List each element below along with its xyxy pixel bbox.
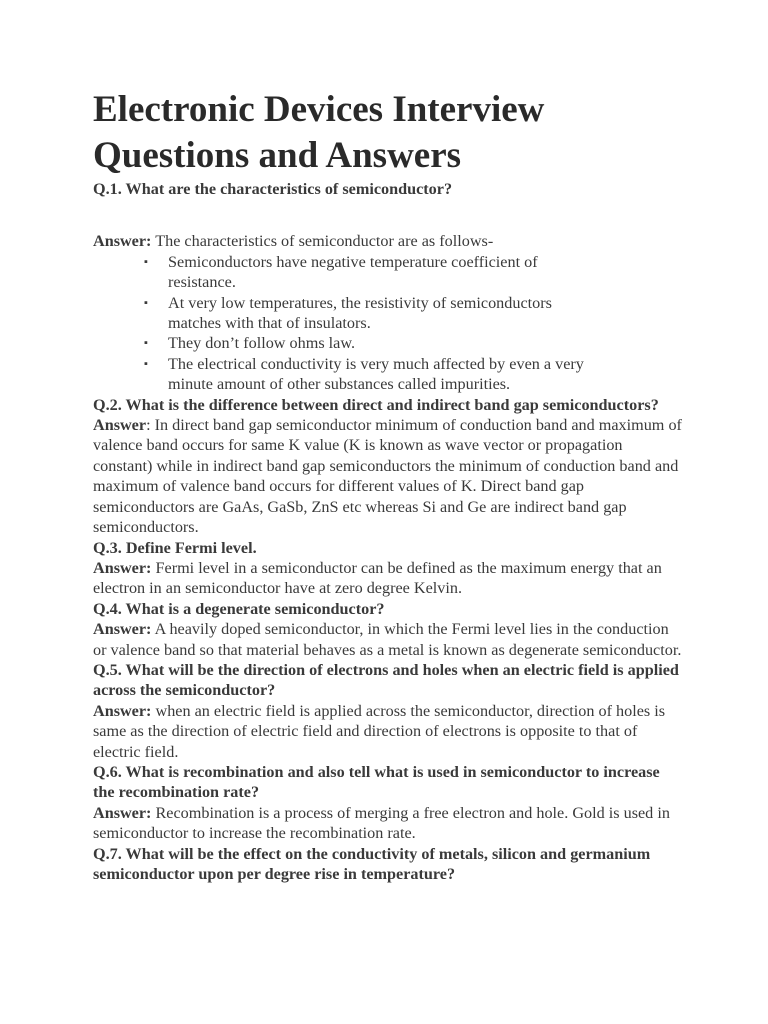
bullet-item: [144, 333, 683, 353]
answer-3: [93, 558, 683, 599]
answer-2: [93, 415, 683, 537]
bullet-text: The electrical conductivity is very much affected by even a very minute amount of other substances called impurities.: [168, 354, 584, 394]
bullet-icon: ▪: [144, 357, 148, 370]
answer-4-text: A heavily doped semiconductor, in which the Fermi level lies in the conduction or valence band so that material behaves as a metal is known as degenerate semiconductor.: [93, 620, 682, 659]
answer-1: [93, 231, 683, 251]
bullet-text: Semiconductors have negative temperature coefficient of resistance.: [168, 252, 538, 292]
answer-1-text: The characteristics of semiconductor are as follows-: [155, 232, 494, 251]
bullet-icon: ▪: [144, 255, 148, 268]
question-2: Q.2. What is the difference between direct and indirect band gap semiconductors?: [93, 395, 659, 414]
answer-5: [93, 701, 683, 762]
question-5: Q.5. What will be the direction of electrons and holes when an electric field is applied across the semiconductor?: [93, 660, 679, 700]
spacer: [93, 199, 683, 231]
answer-label: Answer: [93, 416, 147, 435]
answer-5-text: when an electric field is applied across the semiconductor, direction of holes is same as the direction of electric field and direction of electrons is opposite to that of electric field.: [93, 701, 666, 761]
answer-label: Answer:: [93, 620, 152, 639]
bullet-text: They don’t follow ohms law.: [168, 334, 356, 353]
bullet-item: [144, 293, 683, 334]
bullet-item: [144, 252, 683, 293]
answer-label: Answer:: [93, 232, 152, 251]
question-3: Q.3. Define Fermi level.: [93, 538, 257, 557]
answer-1-bullet-list: [93, 252, 683, 395]
question-7: Q.7. What will be the effect on the conductivity of metals, silicon and germanium semiconductor upon per degree rise in temperature?: [93, 844, 651, 883]
bullet-item: [144, 354, 683, 395]
page-title: Electronic Devices Interview Questions and Answers: [93, 89, 545, 176]
answer-label: Answer:: [93, 701, 152, 720]
bullet-icon: ▪: [144, 296, 148, 309]
bullet-text: At very low temperatures, the resistivity of semiconductors matches with that of insulators.: [168, 293, 552, 333]
question-1: Q.1. What are the characteristics of semiconductor?: [93, 180, 453, 198]
answer-6-text: Recombination is a process of merging a free electron and hole. Gold is used in semiconductor to increase the recombination rate.: [93, 803, 670, 843]
answer-label: Answer:: [93, 558, 152, 577]
answer-3-text: Fermi level in a semiconductor can be defined as the maximum energy that an electron in an semiconductor have at zero degree Kelvin.: [93, 558, 662, 598]
answer-label: Answer:: [93, 803, 152, 822]
answer-4: [93, 619, 683, 660]
document-page: [93, 87, 683, 884]
bullet-icon: ▪: [144, 337, 148, 350]
answer-6: [93, 803, 683, 844]
question-4: Q.4. What is a degenerate semiconductor?: [93, 599, 385, 618]
question-6: Q.6. What is recombination and also tell what is used in semiconductor to increase the recombination rate?: [93, 762, 660, 802]
answer-2-text: : In direct band gap semiconductor minimum of conduction band and maximum of valence band occurs for same K value (K is known as wave vector or propagation constant) while in indirect band gap semiconductors the minimum of conduction band and maximum of valence band occurs for different values of K. Direct band gap semiconductors are GaAs, GaSb, ZnS etc whereas Si and Ge are indirect band gap semiconductors.: [93, 416, 682, 537]
